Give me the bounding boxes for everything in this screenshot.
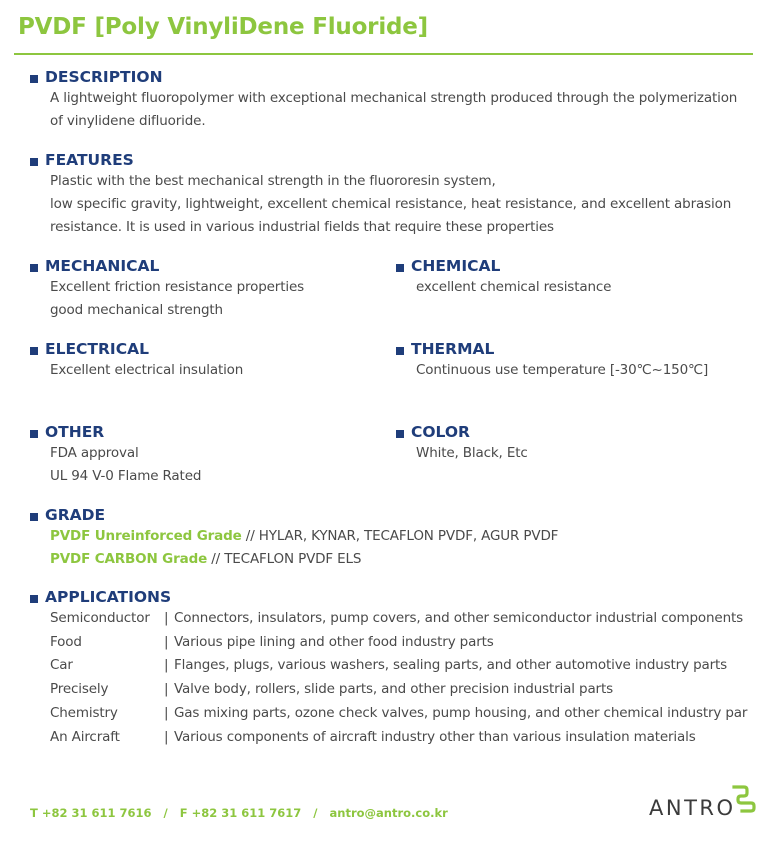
section-body xyxy=(50,87,737,133)
section-heading: GRADE xyxy=(45,506,106,524)
logo-mark-icon xyxy=(732,784,756,814)
section-body xyxy=(416,359,708,382)
separator-bar: | xyxy=(164,633,169,650)
table-row xyxy=(50,654,747,678)
body-line: good mechanical strength xyxy=(50,302,223,318)
body-line: Excellent friction resistance properties xyxy=(50,279,304,295)
separator-bar: | xyxy=(164,610,169,626)
section-heading: OTHER xyxy=(45,423,105,441)
section-heading: FEATURES xyxy=(45,151,134,169)
section-heading: DESCRIPTION xyxy=(45,68,163,86)
table-row xyxy=(50,607,747,631)
table-row xyxy=(50,726,747,750)
application-category: Precisely xyxy=(50,681,109,698)
section-heading: COLOR xyxy=(411,423,470,441)
description-section xyxy=(30,67,737,133)
contact-footer xyxy=(30,806,448,820)
body-line: A lightweight fluoropolymer with exceptional mechanical strength produced through the polymerization xyxy=(50,90,738,106)
application-detail: Various pipe lining and other food industry parts xyxy=(174,633,494,650)
separator-bar: | xyxy=(164,681,169,698)
applications-table xyxy=(50,607,747,749)
section-body xyxy=(416,442,528,465)
grade-name: PVDF Unreinforced Grade xyxy=(50,528,242,544)
bullet-square-icon xyxy=(30,264,38,272)
bullet-square-icon xyxy=(396,264,404,272)
title-divider xyxy=(14,53,753,55)
body-line: of vinylidene difluoride. xyxy=(50,113,206,129)
page-title: PVDF [Poly VinyliDene Fluoride] xyxy=(18,14,428,40)
section-body xyxy=(50,170,731,239)
footer-separator: / xyxy=(151,806,180,820)
section-body xyxy=(50,525,558,571)
application-category: An Aircraft xyxy=(50,728,120,745)
application-detail: Flanges, plugs, various washers, sealing parts, and other automotive industry parts xyxy=(174,657,728,674)
features-section xyxy=(30,150,731,239)
mechanical-section xyxy=(30,256,304,322)
separator-bar: | xyxy=(164,657,169,674)
application-detail: Various components of aircraft industry other than various insulation materials xyxy=(174,728,696,745)
electrical-section xyxy=(30,339,243,382)
body-line: Plastic with the best mechanical strength in the fluororesin system, xyxy=(50,173,496,189)
application-category: Food xyxy=(50,633,82,650)
grade-name: PVDF CARBON Grade xyxy=(50,551,208,567)
email-link[interactable]: antro@antro.co.kr xyxy=(329,806,448,820)
separator-bar: | xyxy=(164,704,169,721)
body-line: low specific gravity, lightweight, excellent chemical resistance, heat resistance, and excellent abrasion xyxy=(50,196,732,212)
bullet-square-icon xyxy=(30,347,38,355)
section-heading: ELECTRICAL xyxy=(45,340,149,358)
color-section xyxy=(396,422,528,465)
table-row xyxy=(50,631,747,655)
body-line: UL 94 V-0 Flame Rated xyxy=(50,468,202,484)
bullet-square-icon xyxy=(30,595,38,603)
body-line: resistance. It is used in various industrial fields that require these properties xyxy=(50,219,554,235)
application-category: Chemistry xyxy=(50,704,118,721)
footer-separator: / xyxy=(301,806,330,820)
body-line: FDA approval xyxy=(50,445,139,461)
body-line: Continuous use temperature [-30℃~150℃] xyxy=(416,362,709,378)
application-detail: Valve body, rollers, slide parts, and other precision industrial parts xyxy=(174,681,613,698)
section-heading: APPLICATIONS xyxy=(45,588,172,606)
section-body xyxy=(50,359,243,382)
bullet-square-icon xyxy=(30,75,38,83)
section-heading: CHEMICAL xyxy=(411,257,501,275)
body-line: Excellent electrical insulation xyxy=(50,362,244,378)
logo-text: ANTRO xyxy=(649,796,736,820)
antro-logo xyxy=(649,784,756,820)
separator-bar: | xyxy=(164,728,169,745)
grade-detail: // TECAFLON PVDF ELS xyxy=(207,551,362,567)
chemical-section xyxy=(396,256,611,299)
bullet-square-icon xyxy=(30,513,38,521)
other-section xyxy=(30,422,201,488)
grade-row xyxy=(50,525,558,548)
application-detail: Connectors, insulators, pump covers, and other semiconductor industrial components xyxy=(174,610,744,626)
body-line: White, Black, Etc xyxy=(416,445,528,461)
body-line: excellent chemical resistance xyxy=(416,279,612,295)
phone-number: T +82 31 611 7616 xyxy=(30,806,152,820)
fax-number: F +82 31 611 7617 xyxy=(179,806,302,820)
bullet-square-icon xyxy=(30,158,38,166)
bullet-square-icon xyxy=(396,347,404,355)
table-row xyxy=(50,678,747,702)
section-body xyxy=(50,442,201,488)
section-body xyxy=(416,276,611,299)
bullet-square-icon xyxy=(396,430,404,438)
grade-detail: // HYLAR, KYNAR, TECAFLON PVDF, AGUR PVDF xyxy=(241,528,559,544)
applications-section xyxy=(30,587,747,749)
section-body xyxy=(50,276,304,322)
table-row xyxy=(50,702,747,726)
application-category: Semiconductor xyxy=(50,610,150,626)
application-detail: Gas mixing parts, ozone check valves, pump housing, and other chemical industry par xyxy=(174,704,748,721)
grade-row xyxy=(50,548,558,571)
section-heading: MECHANICAL xyxy=(45,257,160,275)
bullet-square-icon xyxy=(30,430,38,438)
grade-section xyxy=(30,505,558,571)
thermal-section xyxy=(396,339,708,382)
section-heading: THERMAL xyxy=(411,340,495,358)
application-category: Car xyxy=(50,657,73,674)
